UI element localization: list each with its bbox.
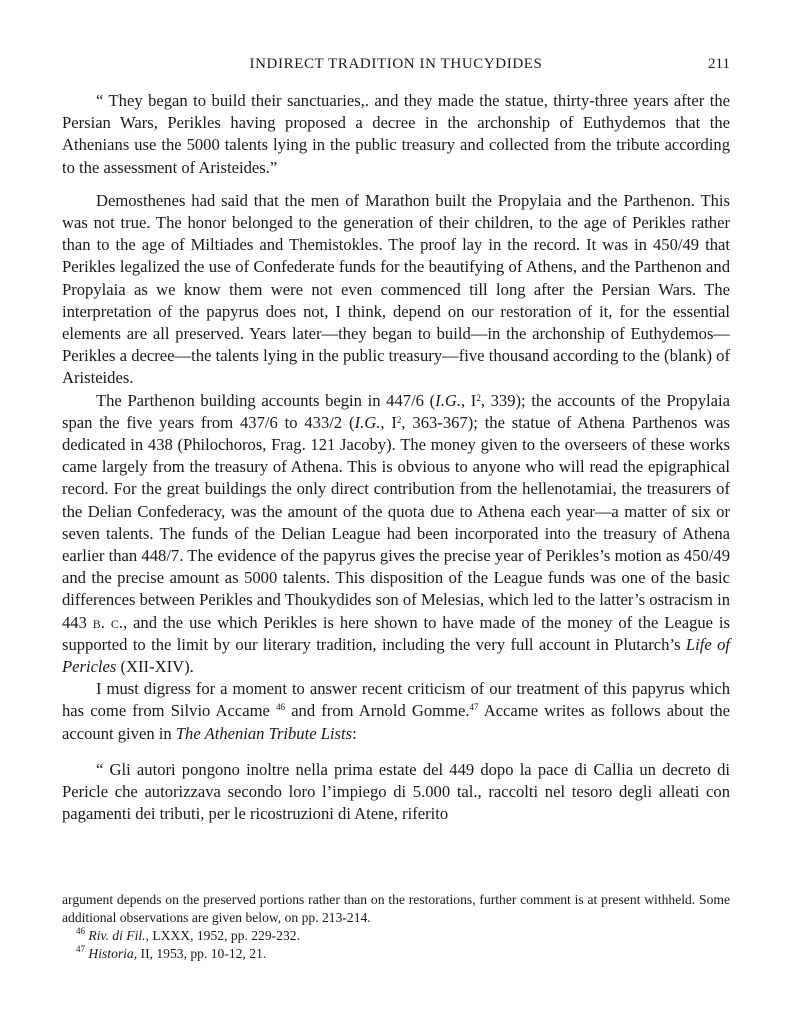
footnote-ref-47[interactable]: 47 [469, 702, 479, 713]
text-run: The Parthenon building accounts begin in 447/6 ( [96, 390, 436, 410]
paragraph-building-accounts [62, 390, 730, 679]
footnote-citation: Historia, [88, 946, 138, 961]
text-run: : [352, 723, 357, 743]
running-header [62, 56, 730, 78]
footnote-text: LXXX, 1952, pp. 229-232. [148, 928, 300, 943]
era-abbreviation: b. c. [92, 612, 123, 632]
citation-ig: I.G., [435, 390, 466, 410]
text-run: , 363-367); the statue of Athena Parthenos was dedicated in 438 (Philochoros, Frag. 121 Jacoby). The money given to the overseers of these works came largely from the treasury of Athena. This is obvious to anyone who will read the epigraphical record. For the great buildings the only direct contribution from the hellenotamiai, the treasurers of the Delian Confederacy, was the amount of the quota due to Athena each year—a matter of six or seven talents. The funds of the Delian League had been incorporated into the treasury of Athena earlier than 448/7. The evidence of the papyrus gives the precise year of Perikles’s motion as 450/49 and the precise amount as 5000 talents. This disposition of the League funds was one of the basic differences between Perikles and Thoukydides son of Melesias, which led to the latter’s ostracism in 443 [62, 412, 730, 632]
text-run: I [465, 390, 477, 410]
book-title: Life of Pericles [62, 634, 730, 677]
text-run: and from Arnold Gomme. [285, 701, 470, 721]
body-text [62, 90, 730, 826]
text-run: Accame writes as follows about the account given in [62, 701, 731, 743]
footnote-continued: argument depends on the preserved portions rather than on the restorations, further comment is at present withheld. Some additional observations are given below, on pp. 213-214. [62, 892, 730, 925]
footnote-number: 46 [76, 926, 85, 936]
footnote-citation: Riv. di Fil., [88, 928, 149, 943]
running-title: INDIRECT TRADITION IN THUCYDIDES [249, 56, 543, 72]
text-run: I [384, 412, 397, 432]
superscript: 2 [396, 414, 402, 425]
text-run: , and the use which Perikles is here shown to have made of the money of the League is supported to the limit by our literary tradition, including the very full account in Plutarch’s [62, 612, 730, 654]
footnotes [62, 891, 730, 963]
page-number: 211 [708, 56, 730, 72]
text-run: I must digress for a moment to answer recent criticism of our treatment of this papyrus which has come from Silvio Accame [62, 679, 730, 721]
book-title: The Athenian Tribute Lists [175, 723, 353, 743]
footnote-ref-46[interactable]: 46 [276, 702, 286, 713]
superscript: 2 [476, 392, 481, 403]
footnote-46 [62, 927, 730, 945]
footnote-text: II, 1953, pp. 10-12, 21. [137, 946, 267, 961]
paragraph-digression [62, 678, 730, 745]
text-run: , 339); the accounts of the Propylaia span the five years from 437/6 to 433/2 ( [62, 390, 730, 432]
paragraph-italian-quote: “ Gli autori pongono inoltre nella prima estate del 449 dopo la pace di Callia un decreto di Pericle che autorizzava secondo loro l’impiego di 5.000 tal., raccolti nel tesoro degli alleati con pagamenti dei tributi, per le ricostruzioni di Atene, riferito [62, 759, 730, 824]
footnote-47 [62, 945, 730, 963]
citation-ig: I.G., [354, 412, 385, 432]
paragraph-demosthenes: Demosthenes had said that the men of Marathon built the Propylaia and the Parthenon. This was not true. The honor belonged to the generation of their children, to the age of Perikles rather than to the age of Miltiades and Themistokles. The proof lay in the record. It was in 450/49 that Perikles legalized the use of Confederate funds for the beautifying of Athens, and the Parthenon and Propylaia as we know them were not even commenced till long after the Persian Wars. The interpretation of the papyrus does not, I think, depend on our restoration of it, for the essential elements are all preserved. Years later—they began to build—in the archonship of Euthydemos—Perikles a decree—the talents lying in the public treasury—five thousand according to the (blank) of Aristeides. [62, 190, 730, 388]
text-run: (XII-XIV). [116, 657, 194, 677]
paragraph-quote-translation: “ They began to build their sanctuaries,. and they made the statue, thirty-three years after the Persian Wars, Perikles having proposed a decree in the archonship of Euthydemos that the Athenians use the 5000 talents lying in the public treasury and collected from the tribute according to the assessment of Aristeides.” [62, 91, 730, 177]
footnote-number: 47 [76, 944, 85, 954]
